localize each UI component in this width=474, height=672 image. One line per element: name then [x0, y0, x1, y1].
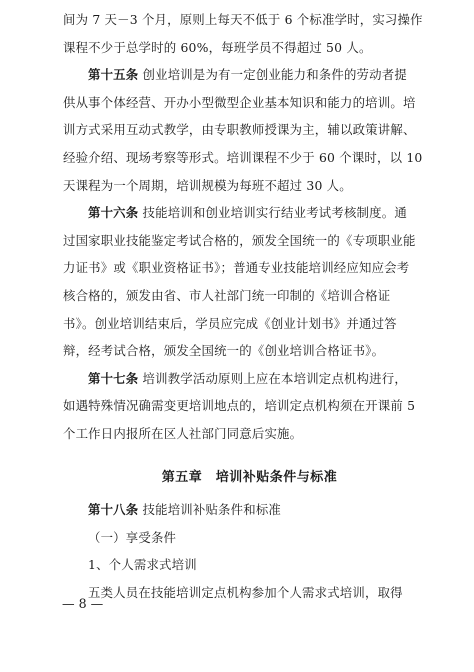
text-line: 力证书》或《职业资格证书》；普通专业技能培训经应知应会考 — [63, 260, 410, 276]
body-text-top — [63, 6, 436, 448]
text-line: 核合格的，颁发由省、市人社部门统一印制的《培训合格证 — [63, 287, 391, 303]
article-18-line: 第十八条 技能培训补贴条件和标准 — [88, 502, 282, 517]
chapter-title: 第五章 培训补贴条件与标准 — [161, 470, 338, 485]
subsection-item: 1、个人需求式培训 — [88, 557, 197, 573]
page-number: — 8 — — [62, 596, 104, 611]
text-line: 过国家职业技能鉴定考试合格的，颁发全国统一的《专项职业能 — [63, 232, 416, 248]
article-17-line: 第十七条 培训教学活动原则上应在本培训定点机构进行， — [88, 370, 407, 386]
text-line: 供从事个体经营、开办小型微型企业基本知识和能力的培训。培 — [63, 94, 416, 110]
article-heading: 第十五条 — [88, 67, 139, 83]
subsection-heading: （一）享受条件 — [88, 529, 177, 545]
text-line: 课程不少于总学时的 60%，每班学员不得超过 50 人。 — [63, 39, 372, 55]
text-line: 个工作日内报所在区人社部门同意后实施。 — [63, 425, 303, 441]
article-15-line: 第十五条 创业培训是为有一定创业能力和条件的劳动者提 — [88, 67, 407, 83]
article-heading: 第十七条 — [88, 370, 139, 386]
text-line: 五类人员在技能培训定点机构参加个人需求式培训，取得 — [88, 584, 403, 600]
text-line: 如遇特殊情况确需变更培训地点的，培训定点机构须在开课前 5 — [63, 398, 416, 414]
text-line: 书》。创业培训结束后，学员应完成《创业计划书》并通过答 — [63, 315, 397, 331]
text-line: 训方式采用互动式教学，由专职教师授课为主，辅以政策讲解、 — [63, 122, 416, 138]
text-line: 间为 7 天－3 个月，原则上每天不低于 6 个标准学时，实习操作 — [63, 12, 423, 27]
body-text-bottom — [63, 496, 436, 606]
article-heading: 第十六条 — [88, 205, 139, 221]
text-line: 辩，经考试合格，颁发全国统一的《创业培训合格证书》。 — [63, 343, 385, 359]
text-line: 天课程为一个周期，培训规模为每班不超过 30 人。 — [63, 177, 352, 193]
article-16-line: 第十六条 技能培训和创业培训实行结业考试考核制度。通 — [88, 205, 407, 221]
text-line: 经验介绍、现场考察等形式。培训课程不少于 60 个课时，以 10 — [63, 149, 423, 165]
article-heading: 第十八条 — [88, 502, 139, 517]
